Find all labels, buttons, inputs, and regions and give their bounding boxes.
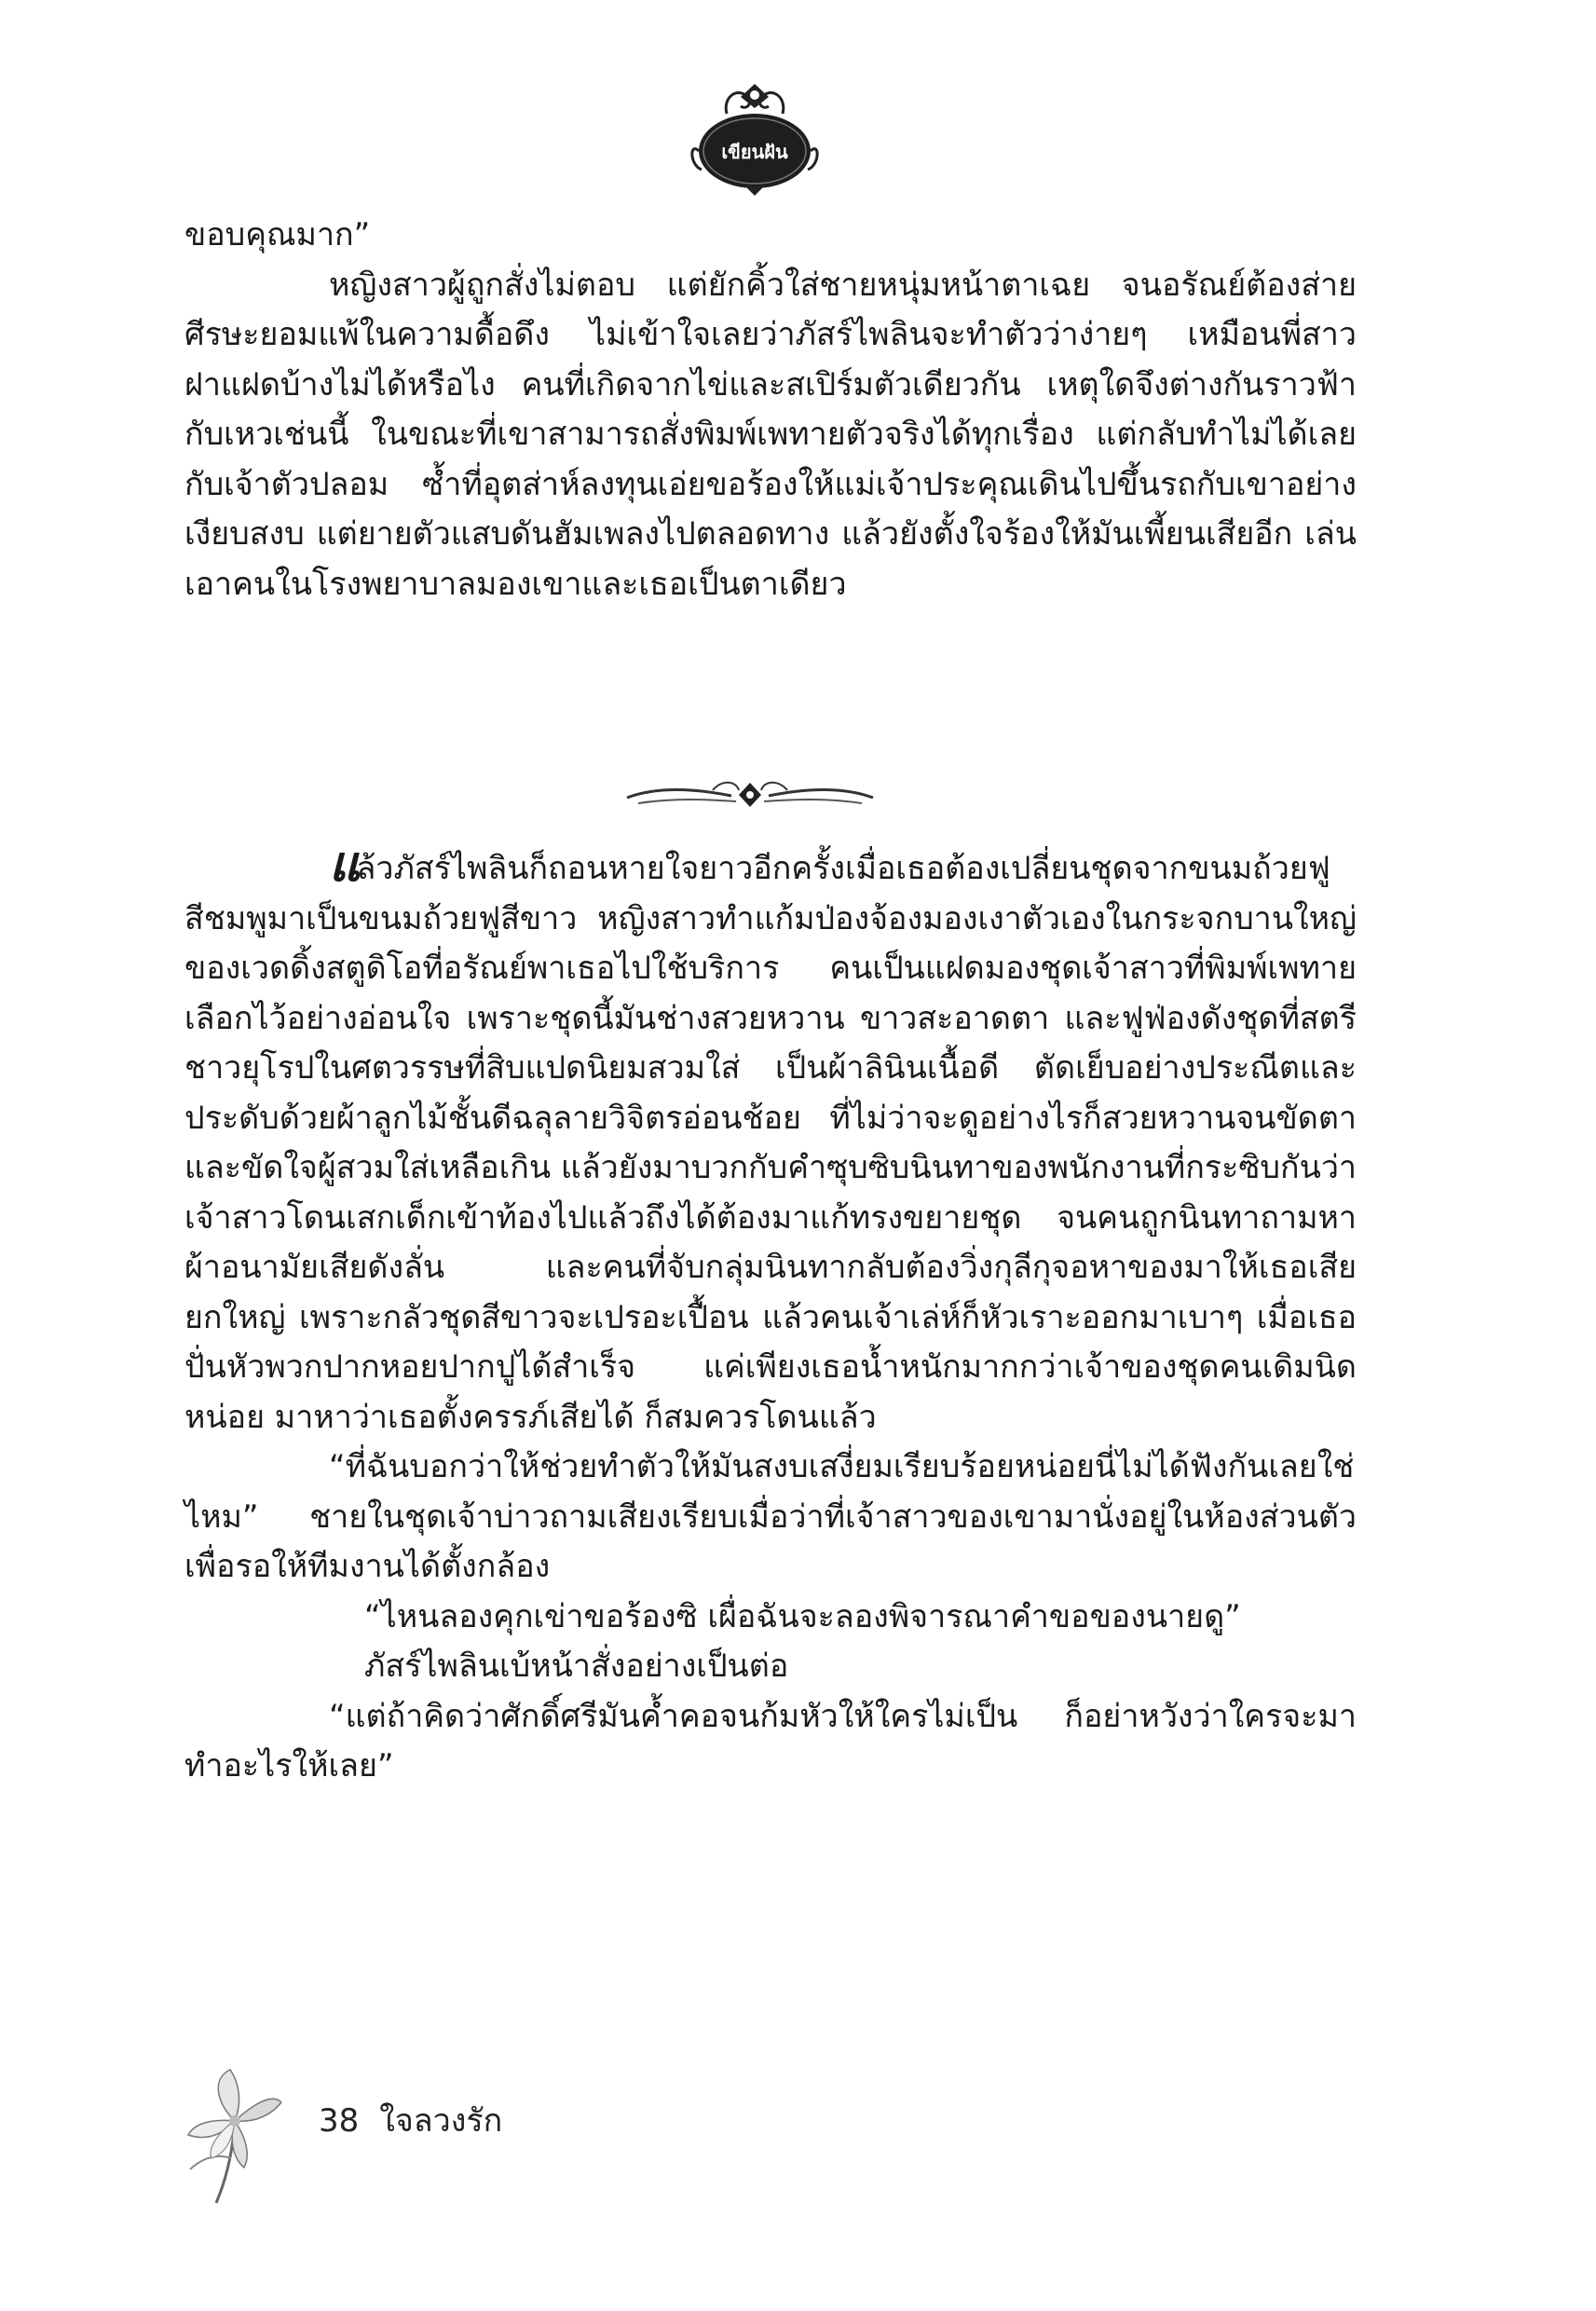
paragraph: ขอบคุณมาก” [184,216,371,253]
section-divider-ornament-icon [620,770,880,820]
emblem-text: เขียนฝัน [721,141,788,163]
paragraph: “ไหนลองคุกเข่าขอร้องซิ เผื่อฉันจะลองพิจารณาคำขอของนายดู” [364,1597,1241,1635]
folio-line [319,2102,502,2140]
paragraph: หญิงสาวผู้ถูกสั่งไม่ตอบ แต่ยักคิ้วใส่ชายหนุ่มหน้าตาเฉย จนอรัณย์ต้องส่ายศีรษะยอมแพ้ในความดื้อดึง ไม่เข้าใจเลยว่าภัสร์ไพลินจะทำตัวว่าง่ายๆ เหมือนพี่สาวฝาแฝดบ้างไม่ได้หรือไง คนที่เกิดจากไข่และสเปิร์มตัวเดียวกัน เหตุใดจึงต่างกันราวฟ้ากับเหวเช่นนี้ ในขณะที่เขาสามารถสั่งพิมพ์เพทายตัวจริงได้ทุกเรื่อง แต่กลับทำไม่ได้เลยกับเจ้าตัวปลอม ซ้ำที่อุตส่าห์ลงทุนเอ่ยขอร้องให้แม่เจ้าประคุณเดินไปขึ้นรถกับเขาอย่างเงียบสงบ แต่ยายตัวแสบดันฮัมเพลงไปตลอดทาง แล้วยังตั้งใจร้องให้มันเพี้ยนเสียอีก เล่นเอาคนในโรงพยาบาลมองเขาและเธอเป็นตาเดียว [184,266,1357,603]
paragraph-text: ล้วภัสร์ไพลินก็ถอนหายใจยาวอีกครั้งเมื่อเธอต้องเปลี่ยนชุดจากขนมถ้วยฟูสีชมพูมาเป็นขนมถ้วยฟูสีขาว หญิงสาวทำแก้มป่องจ้องมองเงาตัวเองในกระจกบานใหญ่ของเวดดิ้งสตูดิโอที่อรัณย์พาเธอไปใช้บริการ คนเป็นแฝดมองชุดเจ้าสาวที่พิมพ์เพทายเลือกไว้อย่างอ่อนใจ เพราะชุดนี้มันช่างสวยหวาน ขาวสะอาดตา และฟูฟ่องดังชุดที่สตรีชาวยุโรปในศตวรรษที่สิบแปดนิยมสวมใส่ เป็นผ้าลินินเนื้อดี ตัดเย็บอย่างประณีตและประดับด้วยผ้าลูกไม้ชั้นดีฉลุลายวิจิตรอ่อนช้อย ที่ไม่ว่าจะดูอย่างไรก็สวยหวานจนขัดตาและขัดใจผู้สวมใส่เหลือเกิน แล้วยังมาบวกกับคำซุบซิบนินทาของพนักงานที่กระซิบกันว่าเจ้าสาวโดนเสกเด็กเข้าท้องไปแล้วถึงได้ต้องมาแก้ทรงขยายชุด จนคนถูกนินทาถามหาผ้าอนามัยเสียดังลั่น และคนที่จับกลุ่มนินทากลับต้องวิ่งกุลีกุจอหาของมาให้เธอเสียยกใหญ่ เพราะกลัวชุดสีขาวจะเปรอะเปื้อน แล้วคนเจ้าเล่ห์ก็หัวเราะออกมาเบาๆ เมื่อเธอปั่นหัวพวกปากหอยปากปูได้สำเร็จ แค่เพียงเธอน้ำหนักมากกว่าเจ้าของชุดคนเดิมนิดหน่อย มาหาว่าเธอตั้งครรภ์เสียได้ ก็สมควรโดนแล้ว [184,850,1357,1436]
paragraph: “ที่ฉันบอกว่าให้ช่วยทำตัวให้มันสงบเสงี่ยมเรียบร้อยหน่อยนี่ไม่ได้ฟังกันเลยใช่ไหม” ชายในชุดเจ้าบ่าวถามเสียงเรียบเมื่อว่าที่เจ้าสาวของเขามานั่งอยู่ในห้องส่วนตัวเพื่อรอให้ทีมงานได้ตั้งกล้อง [184,1448,1357,1585]
page-number: 38 [319,2102,360,2140]
drop-cap: แ [329,836,353,893]
paragraph [184,836,1357,1443]
page-footer [179,2065,738,2205]
publisher-emblem-icon [685,76,825,198]
bottom-text-block [184,836,1357,1792]
paragraph: “แต่ถ้าคิดว่าศักดิ์ศรีมันค้ำคอจนก้มหัวให้ใครไม่เป็น ก็อย่าหวังว่าใครจะมาทำอะไรให้เลย” [184,1697,1357,1785]
magnolia-flower-icon [179,2065,291,2205]
book-title: ใจลวงรัก [379,2102,503,2140]
paragraph: ภัสร์ไพลินเบ้หน้าสั่งอย่างเป็นต่อ [364,1648,789,1685]
top-text-block [184,211,1357,609]
